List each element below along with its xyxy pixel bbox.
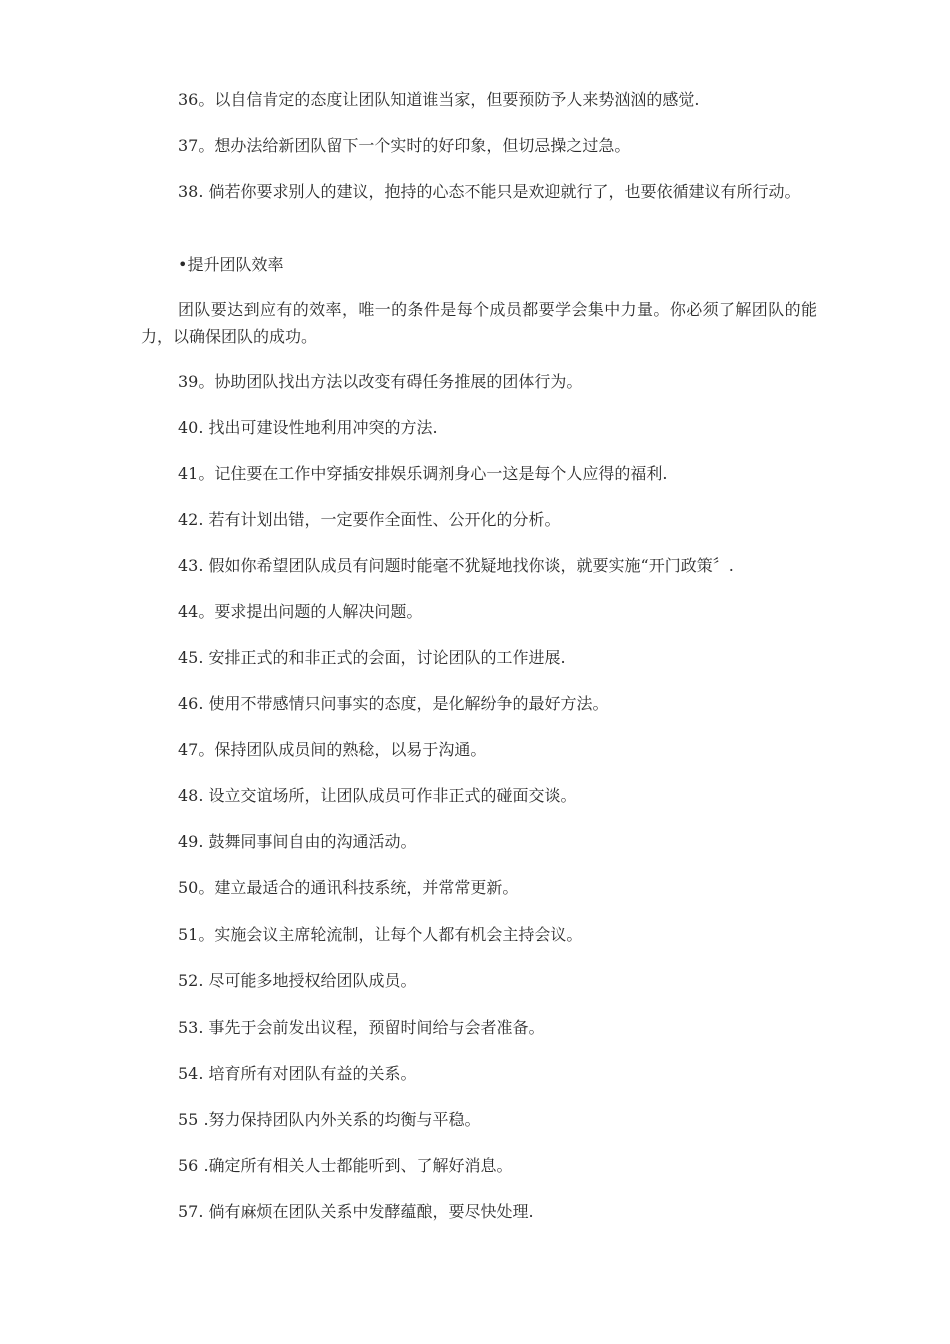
list-item-51: 51。实施会议主席轮流制，让每个人都有机会主持会议。 — [178, 925, 583, 944]
list-item-45: 45. 安排正式的和非正式的会面，讨论团队的工作进展. — [178, 648, 566, 667]
list-item-54: 54. 培育所有对团队有益的关系。 — [178, 1064, 417, 1083]
list-item-42: 42. 若有计划出错，一定要作全面性、公开化的分析。 — [178, 510, 561, 529]
list-item-52: 52. 尽可能多地授权给团队成员。 — [178, 971, 417, 990]
list-item-49: 49. 鼓舞同事间自由的沟通活动。 — [178, 832, 417, 851]
list-item-38: 38. 倘若你要求别人的建议，抱持的心态不能只是欢迎就行了，也要依循建议有所行动。 — [178, 182, 801, 201]
section-heading: •提升团队效率 — [178, 255, 284, 274]
list-item-43: 43. 假如你希望团队成员有问题时能毫不犹疑地找你谈，就要实施“开门政策〞. — [178, 556, 734, 575]
list-item-57: 57. 倘有麻烦在团队关系中发酵蕴酿，要尽快处理. — [178, 1202, 534, 1221]
list-item-50: 50。建立最适合的通讯科技系统，并常常更新。 — [178, 878, 519, 897]
list-item-39: 39。协助团队找出方法以改变有碍任务推展的团体行为。 — [178, 372, 583, 391]
list-item-46: 46. 使用不带感情只问事实的态度，是化解纷争的最好方法。 — [178, 694, 609, 713]
section-intro-paragraph: 团队要达到应有的效率，唯一的条件是每个成员都要学会集中力量。你必须了解团队的能力，以确保团队的成功。 — [141, 300, 817, 346]
list-item-47: 47。保持团队成员间的熟稔，以易于沟通。 — [178, 740, 487, 759]
list-item-40: 40. 找出可建设性地利用冲突的方法. — [178, 418, 438, 437]
list-item-55: 55 .努力保持团队内外关系的均衡与平稳。 — [178, 1110, 481, 1129]
list-item-41: 41。记住要在工作中穿插安排娱乐调剂身心一这是每个人应得的福利. — [178, 464, 668, 483]
list-item-44: 44。要求提出问题的人解决问题。 — [178, 602, 423, 621]
list-item-56: 56 .确定所有相关人士都能听到、了解好消息。 — [178, 1156, 513, 1175]
list-item-36: 36。以自信肯定的态度让团队知道谁当家，但要预防予人来势汹汹的感觉. — [178, 90, 700, 109]
list-item-48: 48. 设立交谊场所，让团队成员可作非正式的碰面交谈。 — [178, 786, 577, 805]
list-item-37: 37。想办法给新团队留下一个实时的好印象，但切忌操之过急。 — [178, 136, 631, 155]
list-item-53: 53. 事先于会前发出议程，预留时间给与会者准备。 — [178, 1018, 545, 1037]
